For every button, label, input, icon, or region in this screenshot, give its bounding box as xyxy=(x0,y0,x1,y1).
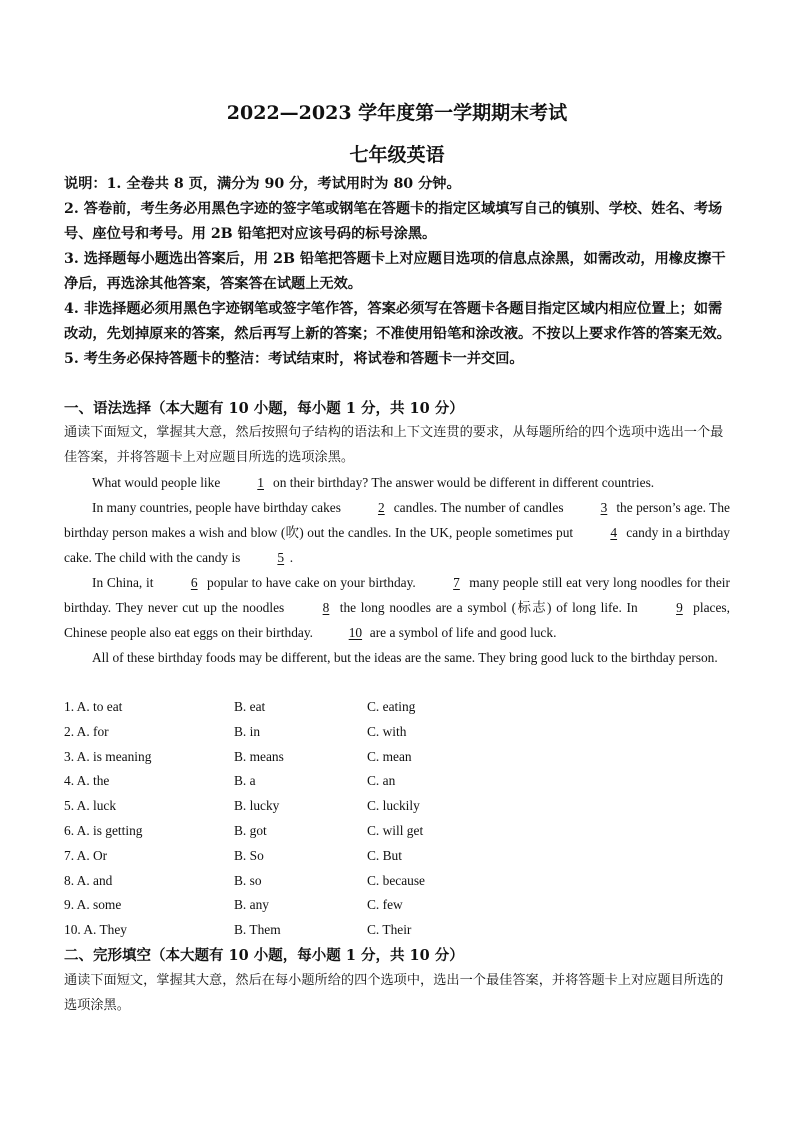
option-b: B. so xyxy=(234,872,262,888)
note-1: 说明：1. 全卷共 8 页，满分为 90 分，考试用时为 80 分钟。 xyxy=(64,176,461,192)
blank-4: 4 xyxy=(610,525,618,540)
blank-10: 10 xyxy=(348,625,363,640)
note-5: 5. 考生务必保持答题卡的整洁：考试结束时，将试卷和答题卡一并交回。 xyxy=(64,351,524,367)
passage-paragraph-4: All of these birthday foods may be different, but the ideas are the same. They bring good luck to the birthday person. xyxy=(92,650,718,665)
option-b: B. Them xyxy=(234,922,281,938)
option-b: B. in xyxy=(234,723,261,739)
passage-paragraph-2 xyxy=(64,495,730,570)
option-a: 3. A. is meaning xyxy=(64,748,152,764)
question-7-options xyxy=(64,844,732,869)
question-1-options xyxy=(64,695,732,720)
note-4: 4. 非选择题必须用黑色字迹钢笔或签字笔作答，答案必须写在答题卡各题目指定区域内相应位置上；如需改动，先划掉原来的答案，然后再写上新的答案；不准使用铅笔和涂改液。不按以上要求作答的答案无效。 xyxy=(64,301,731,342)
passage-text: places, Chinese people also eat eggs on their birthday. xyxy=(64,600,730,640)
option-b: B. So xyxy=(234,847,264,863)
question-5-options xyxy=(64,794,732,819)
exam-title: 2022—2023 学年度第一学期期末考试 xyxy=(226,102,568,124)
passage-text: popular to have cake on your birthday. xyxy=(207,575,416,590)
section-2-instruction: 通读下面短文，掌握其大意，然后在每小题所给的四个选项中，选出一个最佳答案，并将答题卡上对应题目所选的选项涂黑。 xyxy=(64,973,724,1013)
passage-text: on their birthday? The answer would be different in different countries. xyxy=(273,475,655,490)
option-b: B. eat xyxy=(234,699,266,714)
passage-text: candy in a birthday cake. The child with the candy is xyxy=(64,525,730,565)
exam-instructions xyxy=(64,172,732,372)
question-10-options xyxy=(64,918,732,943)
option-b: B. any xyxy=(234,897,269,913)
blank-6: 6 xyxy=(190,575,198,590)
passage-text: . xyxy=(289,550,294,565)
passage-paragraph-3 xyxy=(64,570,730,645)
passage-text: many people still eat very long noodles for their birthday. They never cut up the noodles xyxy=(64,575,730,615)
option-a: 4. A. the xyxy=(64,773,110,789)
note-2: 2. 答卷前，考生务必用黑色字迹的签字笔或钢笔在答题卡的指定区域填写自己的镇别、学校、姓名、考场号、座位号和考号。用 2B 铅笔把对应该号码的标号涂黑。 xyxy=(64,201,723,242)
option-b: B. means xyxy=(234,748,284,764)
option-b: B. a xyxy=(234,773,256,789)
exam-subtitle: 七年级英语 xyxy=(349,144,445,166)
passage-text: are a symbol of life and good luck. xyxy=(369,625,557,640)
blank-2: 2 xyxy=(377,500,385,515)
option-b: B. lucky xyxy=(234,798,280,814)
blank-7: 7 xyxy=(453,575,460,590)
section-1-instruction: 通读下面短文，掌握其大意，然后按照句子结构的语法和上下文连贯的要求，从每题所给的四个选项中选出一个最佳答案，并将答题卡上对应题目所选的选项涂黑。 xyxy=(64,425,724,465)
blank-5: 5 xyxy=(277,550,285,565)
passage-text: What would people like xyxy=(92,475,221,490)
blank-1: 1 xyxy=(257,475,264,490)
option-c: C. mean xyxy=(367,748,412,764)
option-c: C. few xyxy=(367,897,403,913)
option-a: 5. A. luck xyxy=(64,798,117,814)
passage-paragraph-1 xyxy=(64,470,730,495)
option-c: C. with xyxy=(367,723,407,739)
option-a: 1. A. to eat xyxy=(64,699,123,714)
question-4-options xyxy=(64,769,732,794)
option-a: 7. A. Or xyxy=(64,847,108,863)
option-a: 10. A. They xyxy=(64,922,127,938)
option-b: B. got xyxy=(234,822,267,838)
option-c: C. because xyxy=(367,872,426,888)
blank-8: 8 xyxy=(322,600,330,615)
option-a: 6. A. is getting xyxy=(64,822,143,838)
option-c: C. luckily xyxy=(367,798,420,814)
passage-text: candles. The number of candles xyxy=(393,500,564,515)
blank-9: 9 xyxy=(676,600,683,615)
option-a: 8. A. and xyxy=(64,872,113,888)
section-1-heading: 一、语法选择（本大题有 10 小题，每小题 1 分，共 10 分） xyxy=(64,400,464,417)
option-c: C. will get xyxy=(367,822,424,838)
option-c: C. Their xyxy=(367,922,412,938)
question-3-options xyxy=(64,745,732,770)
passage-text: the long noodles are a symbol (标志) of long life. In xyxy=(339,600,638,615)
reading-passage xyxy=(64,470,730,670)
question-9-options xyxy=(64,893,732,918)
option-c: C. an xyxy=(367,773,396,789)
section-2-heading: 二、完形填空（本大题有 10 小题，每小题 1 分，共 10 分） xyxy=(64,947,464,964)
passage-text: the person’s age. The birthday person makes a wish and blow (吹) out the candles. In the UK, people sometimes put xyxy=(64,500,730,540)
passage-text: In many countries, people have birthday cakes xyxy=(92,500,341,515)
question-2-options xyxy=(64,720,732,745)
blank-3: 3 xyxy=(600,500,608,515)
note-3: 3. 选择题每小题选出答案后，用 2B 铅笔把答题卡上对应题目选项的信息点涂黑，如需改动，用橡皮擦干净后，再选涂其他答案，答案答在试题上无效。 xyxy=(64,251,726,292)
option-a: 2. A. for xyxy=(64,723,109,739)
option-a: 9. A. some xyxy=(64,897,122,913)
passage-text: In China, it xyxy=(92,575,154,590)
question-8-options xyxy=(64,869,732,894)
question-6-options xyxy=(64,819,732,844)
option-c: C. eating xyxy=(367,699,416,714)
answer-options xyxy=(64,695,732,943)
option-c: C. But xyxy=(367,847,402,863)
